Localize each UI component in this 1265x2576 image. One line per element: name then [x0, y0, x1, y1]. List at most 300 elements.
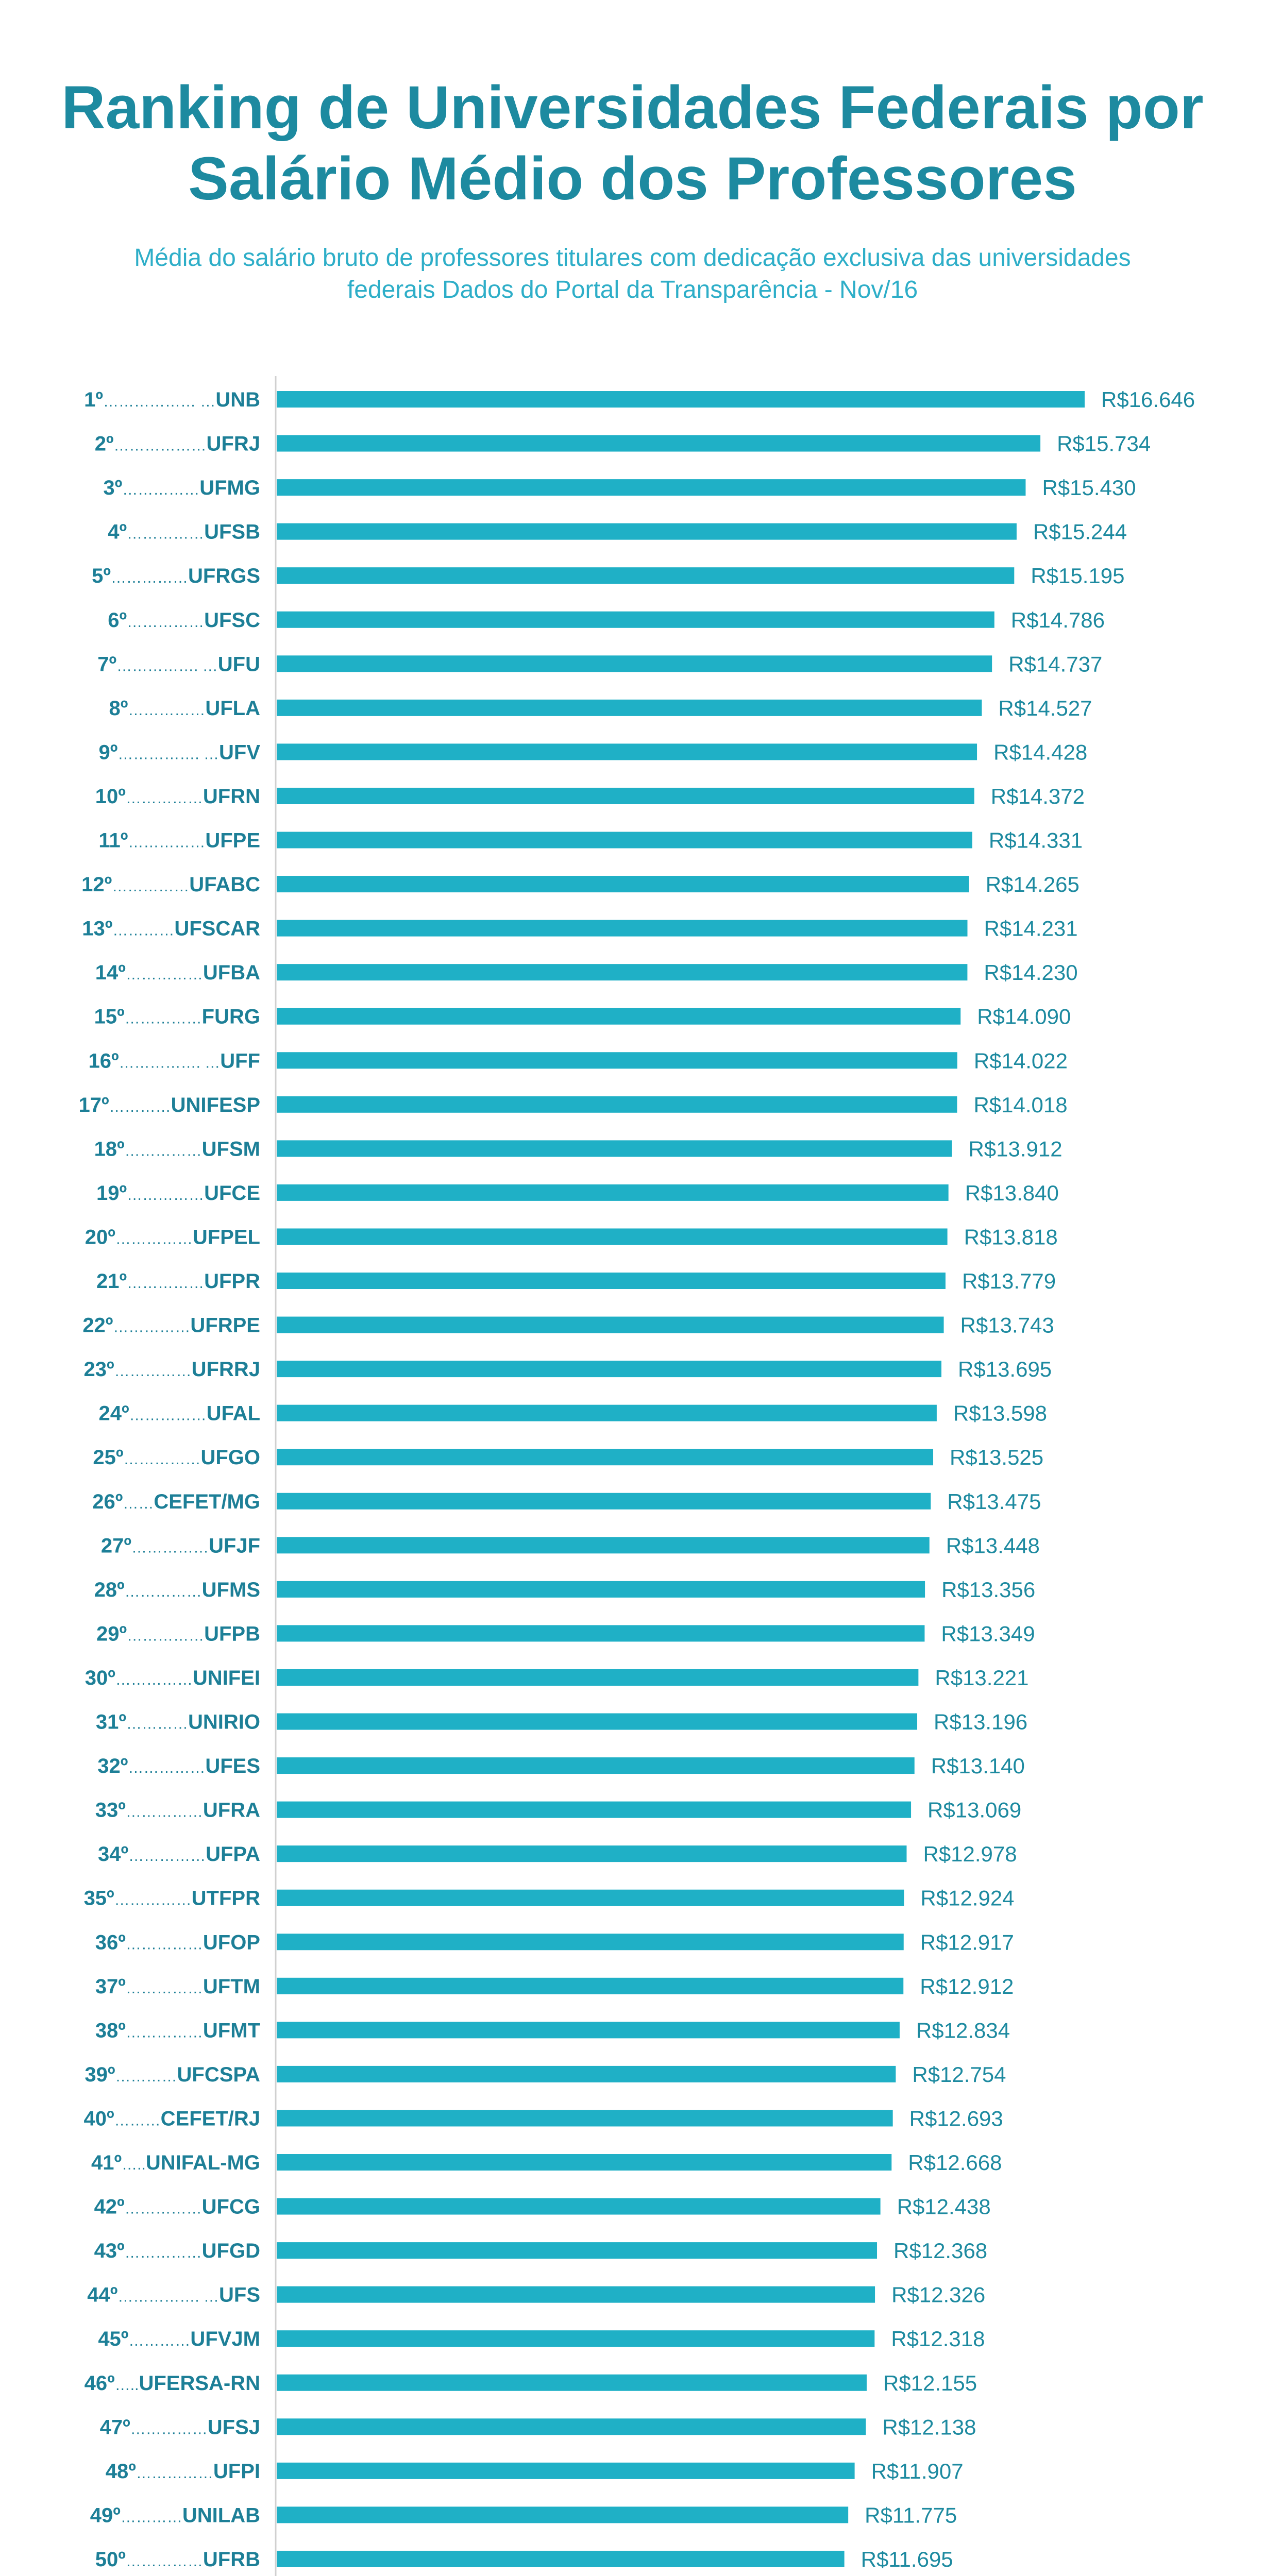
bar: [277, 743, 977, 760]
university-name: UFPR: [204, 1270, 260, 1293]
university-name: UNIFESP: [171, 1093, 260, 1116]
university-name: UFPE: [205, 829, 260, 852]
value-label: R$12.924: [920, 1886, 1015, 1910]
category-label: [85, 1667, 260, 1689]
bar: [277, 1714, 917, 1730]
dot-leader: ……………: [131, 1539, 209, 1556]
dot-leader: …………: [128, 2332, 191, 2350]
bar: [277, 612, 994, 628]
rank-label: 31º: [95, 1710, 126, 1734]
dot-leader: …………: [115, 2067, 177, 2085]
dot-leader: ……………: [130, 2420, 208, 2438]
bar: [277, 876, 969, 892]
dot-leader: ……………: [114, 1891, 192, 1909]
university-name: UFLA: [205, 697, 260, 720]
university-name: UFRJ: [206, 432, 260, 455]
value-label: R$13.196: [934, 1709, 1028, 1734]
rank-label: 24º: [98, 1402, 129, 1425]
dot-leader: ……………: [128, 1759, 206, 1777]
university-name: UFOP: [203, 1931, 260, 1954]
dot-leader: ……………: [125, 1803, 203, 1821]
university-name: UFPEL: [192, 1226, 260, 1249]
category-label: [79, 1094, 260, 1116]
bar: [277, 1890, 904, 1906]
bar-row: [106, 2459, 964, 2483]
value-label: R$14.737: [1008, 652, 1103, 676]
university-name: UFCSPA: [177, 2063, 260, 2086]
bar-row: [85, 1225, 1058, 1249]
rank-label: 32º: [97, 1755, 128, 1778]
category-label: [88, 1049, 260, 1072]
bar-row: [95, 784, 1085, 808]
university-name: UNIFAL-MG: [145, 2151, 260, 2174]
university-name: UFMS: [201, 1578, 260, 1601]
category-label: [85, 2372, 260, 2395]
value-label: R$12.668: [908, 2150, 1002, 2175]
value-label: R$14.527: [998, 696, 1092, 720]
category-label: [94, 1579, 260, 1601]
value-label: R$11.695: [861, 2547, 953, 2571]
category-label: [106, 2460, 260, 2483]
rank-label: 34º: [97, 1843, 129, 1866]
rank-label: 41º: [91, 2151, 122, 2174]
category-label: [96, 1711, 260, 1734]
dot-leader: ……………. …: [119, 1054, 221, 1072]
dot-leader: ……………: [125, 1979, 203, 1997]
dot-leader: ……………: [112, 878, 190, 895]
dot-leader: ……………… …: [103, 393, 216, 410]
rank-label: 40º: [83, 2107, 114, 2130]
value-label: R$14.372: [990, 784, 1085, 808]
value-label: R$13.525: [950, 1445, 1044, 1470]
dot-leader: ……………: [124, 2244, 202, 2262]
university-name: UNB: [215, 388, 260, 411]
dot-leader: ……………: [136, 2464, 213, 2482]
bar-row: [101, 1533, 1040, 1557]
dot-leader: ………………: [113, 437, 207, 454]
bar-row: [96, 1181, 1059, 1205]
category-label: [96, 1182, 260, 1205]
bar: [277, 1405, 937, 1421]
bar: [277, 567, 1014, 584]
bar: [277, 479, 1025, 496]
bar: [277, 435, 1040, 452]
rank-label: 19º: [96, 1181, 127, 1205]
category-label: [84, 388, 260, 411]
university-name: UFSM: [201, 1138, 260, 1161]
bar: [277, 1934, 904, 1950]
bar-row: [92, 564, 1124, 588]
value-label: R$12.754: [912, 2062, 1006, 2087]
university-name: UFSCAR: [174, 917, 260, 940]
bar-row: [96, 1710, 1027, 1734]
university-name: FURG: [201, 1005, 260, 1028]
dot-leader: ……………: [124, 1142, 202, 1160]
bar-row: [98, 828, 1083, 853]
dot-leader: ……………: [125, 1936, 203, 1953]
dot-leader: …………: [112, 922, 175, 939]
bar: [277, 2418, 866, 2435]
rank-label: 28º: [94, 1578, 125, 1601]
value-label: R$15.195: [1031, 564, 1125, 588]
value-label: R$13.779: [962, 1269, 1056, 1293]
value-label: R$14.022: [973, 1048, 1068, 1073]
value-label: R$12.326: [891, 2282, 986, 2307]
university-name: UFSB: [204, 520, 260, 544]
dot-leader: ……………: [125, 2024, 203, 2041]
bar: [277, 1625, 924, 1641]
category-label: [84, 2107, 260, 2130]
category-label: [82, 918, 260, 940]
bar: [277, 1669, 918, 1686]
bar-row: [96, 1621, 1035, 1646]
rank-label: 7º: [97, 653, 117, 676]
value-label: R$14.230: [984, 960, 1078, 985]
bar-row: [100, 2415, 976, 2439]
bar-row: [93, 1445, 1043, 1469]
dot-leader: ……………. …: [117, 2288, 219, 2306]
rank-label: 15º: [94, 1005, 125, 1028]
category-label: [95, 1799, 260, 1822]
value-label: R$13.818: [964, 1225, 1058, 1249]
category-label: [84, 1358, 260, 1381]
category-label: [94, 2240, 260, 2262]
value-label: R$13.349: [941, 1621, 1035, 1646]
title-line-2: Salário Médio dos Professores: [188, 145, 1077, 213]
dot-leader: ……………: [115, 1230, 193, 1248]
rank-label: 5º: [92, 565, 111, 588]
university-name: CEFET/MG: [154, 1490, 260, 1513]
rank-label: 3º: [103, 477, 123, 500]
bar-row: [95, 432, 1151, 456]
category-label: [94, 2196, 260, 2218]
university-name: UFRN: [203, 785, 260, 808]
university-name: UNIRIO: [188, 1710, 260, 1734]
bar-row: [94, 2195, 991, 2219]
bar-row: [90, 2503, 957, 2527]
bar: [277, 2551, 845, 2567]
bar-row: [95, 2547, 953, 2571]
rank-label: 50º: [95, 2548, 126, 2571]
rank-label: 47º: [99, 2416, 130, 2439]
category-label: [85, 1226, 260, 1248]
value-label: R$14.265: [985, 872, 1080, 897]
bar-row: [81, 872, 1080, 896]
category-label: [90, 2504, 260, 2527]
bar: [277, 2154, 891, 2171]
bar-row: [98, 2327, 985, 2351]
university-name: UFGD: [201, 2240, 260, 2263]
bar-row: [88, 1048, 1068, 1073]
category-label: [95, 961, 260, 984]
bar: [277, 2242, 877, 2259]
rank-label: 13º: [82, 917, 113, 940]
rank-label: 16º: [88, 1049, 119, 1073]
category-label: [92, 1490, 260, 1513]
university-name: UFCE: [204, 1181, 260, 1205]
university-name: UFPI: [213, 2460, 260, 2483]
dot-leader: ……………: [128, 701, 206, 719]
category-label: [95, 1931, 260, 1954]
bar: [277, 1140, 952, 1157]
bar-row: [85, 2371, 977, 2395]
category-label: [94, 1006, 260, 1028]
category-label: [98, 829, 260, 852]
bar: [277, 1184, 949, 1201]
category-label: [108, 609, 260, 632]
value-label: R$14.331: [988, 828, 1083, 853]
value-label: R$14.018: [973, 1092, 1068, 1117]
category-label: [98, 1402, 260, 1425]
value-label: R$13.356: [941, 1577, 1036, 1602]
bar: [277, 1052, 957, 1069]
bar-row: [87, 2283, 985, 2307]
dot-leader: ……………: [124, 1010, 202, 1027]
rank-label: 30º: [85, 1666, 115, 1689]
bar: [277, 391, 1085, 408]
university-name: UFSC: [204, 608, 260, 632]
bar-row: [94, 2239, 988, 2263]
category-label: [98, 1843, 260, 1866]
bar-row: [103, 476, 1136, 500]
category-label: [87, 2284, 260, 2307]
rank-label: 18º: [94, 1138, 125, 1161]
value-label: R$12.912: [920, 1974, 1014, 1998]
dot-leader: ……………: [124, 2200, 202, 2217]
dot-leader: ……………: [114, 1363, 192, 1380]
university-name: UFRRJ: [191, 1358, 260, 1381]
bar-row: [92, 1489, 1041, 1514]
university-name: UTFPR: [191, 1887, 260, 1910]
value-label: R$14.428: [993, 740, 1088, 765]
university-name: CEFET/RJ: [160, 2107, 260, 2130]
rank-label: 6º: [108, 608, 127, 632]
category-label: [85, 2063, 260, 2086]
title-line-1: Ranking de Universidades Federais por: [61, 74, 1204, 142]
rank-label: 26º: [92, 1490, 123, 1513]
value-label: R$13.840: [965, 1180, 1059, 1205]
university-name: UFF: [220, 1049, 260, 1073]
rank-label: 37º: [95, 1975, 126, 1998]
bar-row: [108, 608, 1105, 632]
bar: [277, 1096, 957, 1113]
bar: [277, 2066, 896, 2082]
dot-leader: ……………: [125, 2552, 203, 2570]
dot-leader: ……: [123, 1495, 154, 1512]
university-name: UFAL: [206, 1402, 260, 1425]
dot-leader: ……………: [128, 834, 206, 851]
bar-row: [82, 1313, 1054, 1337]
category-label: [95, 1975, 260, 1998]
value-label: R$13.912: [968, 1137, 1062, 1161]
bar-row: [94, 1137, 1062, 1161]
bar-row: [95, 1974, 1014, 1998]
rank-label: 23º: [83, 1358, 114, 1381]
rank-label: 45º: [98, 2328, 129, 2351]
category-label: [101, 1534, 260, 1557]
value-label: R$13.475: [947, 1489, 1041, 1514]
category-label: [108, 521, 260, 544]
bar: [277, 964, 967, 980]
category-label: [95, 785, 260, 808]
value-label: R$12.438: [897, 2194, 991, 2219]
dot-leader: ……………: [113, 1318, 191, 1336]
university-name: UFES: [205, 1755, 260, 1778]
bar: [277, 655, 992, 672]
university-name: UFMT: [203, 2019, 260, 2042]
university-name: UFJF: [209, 1534, 260, 1557]
bar-row: [79, 1093, 1068, 1117]
value-label: R$15.244: [1033, 519, 1127, 544]
category-label: [95, 2548, 260, 2571]
category-label: [98, 741, 260, 764]
category-label: [91, 2151, 260, 2174]
dot-leader: ……………. …: [117, 745, 219, 763]
rank-label: 35º: [83, 1887, 114, 1910]
bar-row: [109, 696, 1092, 720]
value-label: R$12.155: [883, 2370, 977, 2395]
bar-row: [95, 1930, 1014, 1954]
rank-label: 48º: [105, 2460, 136, 2483]
category-label: [97, 653, 260, 675]
dot-leader: ……………: [125, 789, 203, 807]
university-name: UFGO: [200, 1446, 260, 1469]
bar-row: [84, 2106, 1003, 2130]
university-name: UFRGS: [188, 565, 260, 588]
bar: [277, 2506, 848, 2523]
value-label: R$12.693: [909, 2106, 1003, 2131]
bar: [277, 1978, 903, 1994]
bar-row: [85, 2062, 1006, 2087]
bar: [277, 788, 974, 804]
bar: [277, 1008, 960, 1025]
bar: [277, 2110, 893, 2126]
bar: [277, 1845, 906, 1862]
dot-leader: ……………: [127, 1275, 205, 1292]
dot-leader: ……………: [129, 1406, 207, 1424]
rank-label: 10º: [95, 785, 126, 808]
bar-row: [97, 1754, 1025, 1778]
dot-leader: ……………: [125, 966, 203, 984]
category-label: [92, 565, 260, 587]
dot-leader: …..: [122, 2156, 146, 2173]
bar: [277, 2022, 900, 2038]
bar-row: [95, 960, 1078, 985]
dot-leader: ……………: [127, 613, 205, 631]
category-label: [95, 2019, 260, 2042]
value-label: R$11.775: [865, 2503, 957, 2528]
value-label: R$13.140: [931, 1754, 1025, 1778]
rank-label: 9º: [98, 741, 118, 764]
category-label: [103, 477, 260, 499]
rank-label: 33º: [95, 1799, 126, 1822]
category-label: [84, 1887, 261, 1910]
category-label: [82, 1314, 260, 1337]
category-label: [100, 2416, 260, 2438]
bar-row: [95, 2018, 1010, 2042]
dot-leader: ………: [114, 2112, 161, 2129]
bar-row: [95, 1798, 1021, 1822]
bar-row: [98, 1842, 1017, 1866]
category-label: [109, 697, 261, 720]
rank-label: 1º: [84, 388, 103, 411]
bar-row: [96, 1269, 1056, 1293]
value-label: R$12.138: [882, 2415, 976, 2439]
bar-row: [94, 1005, 1071, 1029]
bar-row: [84, 387, 1195, 412]
value-label: R$11.907: [871, 2459, 964, 2483]
bar: [277, 1317, 944, 1333]
bar: [277, 1273, 946, 1289]
rank-label: 36º: [95, 1931, 126, 1954]
bar-row: [108, 520, 1127, 544]
bar: [277, 920, 968, 937]
university-name: UFRA: [203, 1799, 260, 1822]
bar: [277, 2375, 867, 2391]
category-label: [96, 1622, 260, 1645]
category-label: [96, 1270, 260, 1293]
university-name: UFMG: [199, 477, 260, 500]
bar: [277, 2463, 855, 2479]
bar-row: [98, 1401, 1047, 1426]
university-name: UFBA: [203, 961, 260, 985]
rank-label: 22º: [82, 1314, 113, 1337]
bar-row: [85, 1666, 1029, 1690]
subtitle-line-1: Média do salário bruto de professores titulares com dedicação exclusiva das universidades: [134, 244, 1131, 272]
value-label: R$14.231: [984, 916, 1078, 941]
bar: [277, 1449, 933, 1465]
bar: [277, 700, 982, 716]
university-name: UNILAB: [182, 2504, 260, 2527]
dot-leader: ……………: [115, 1671, 193, 1688]
bar-row: [97, 652, 1102, 676]
dot-leader: ……………. …: [116, 657, 218, 675]
value-label: R$16.646: [1101, 387, 1195, 412]
bar-row: [94, 1578, 1036, 1602]
bar: [277, 1228, 948, 1245]
university-name: UFRB: [203, 2548, 260, 2571]
value-label: R$13.598: [953, 1401, 1048, 1426]
subtitle-line-2: federais Dados do Portal da Transparência - Nov/16: [347, 276, 918, 303]
rank-label: 27º: [100, 1534, 131, 1557]
bar: [277, 1537, 930, 1553]
bar-row: [91, 2150, 1002, 2175]
dot-leader: ……………: [127, 1627, 205, 1645]
rank-label: 4º: [108, 520, 127, 544]
dot-leader: ……………: [127, 525, 205, 543]
category-label: [93, 1446, 260, 1469]
dot-leader: ……………: [123, 1451, 201, 1468]
category-label: [95, 433, 260, 455]
dot-leader: …………: [120, 2509, 182, 2526]
rank-label: 39º: [85, 2063, 115, 2086]
value-label: R$12.834: [916, 2018, 1010, 2043]
rank-label: 11º: [98, 829, 128, 852]
rank-label: 21º: [96, 1270, 127, 1293]
rank-label: 8º: [109, 697, 128, 720]
rank-label: 20º: [85, 1226, 115, 1249]
bar-row: [84, 1357, 1052, 1381]
university-name: UFPB: [204, 1622, 260, 1646]
rank-label: 38º: [95, 2019, 126, 2042]
value-label: R$15.734: [1057, 431, 1151, 456]
rank-label: 17º: [78, 1093, 109, 1116]
dot-leader: ……………: [127, 1186, 205, 1204]
dot-leader: …………: [109, 1098, 171, 1115]
rank-label: 25º: [93, 1446, 124, 1469]
dot-leader: ……………: [128, 1848, 206, 1865]
bar: [277, 1493, 931, 1510]
